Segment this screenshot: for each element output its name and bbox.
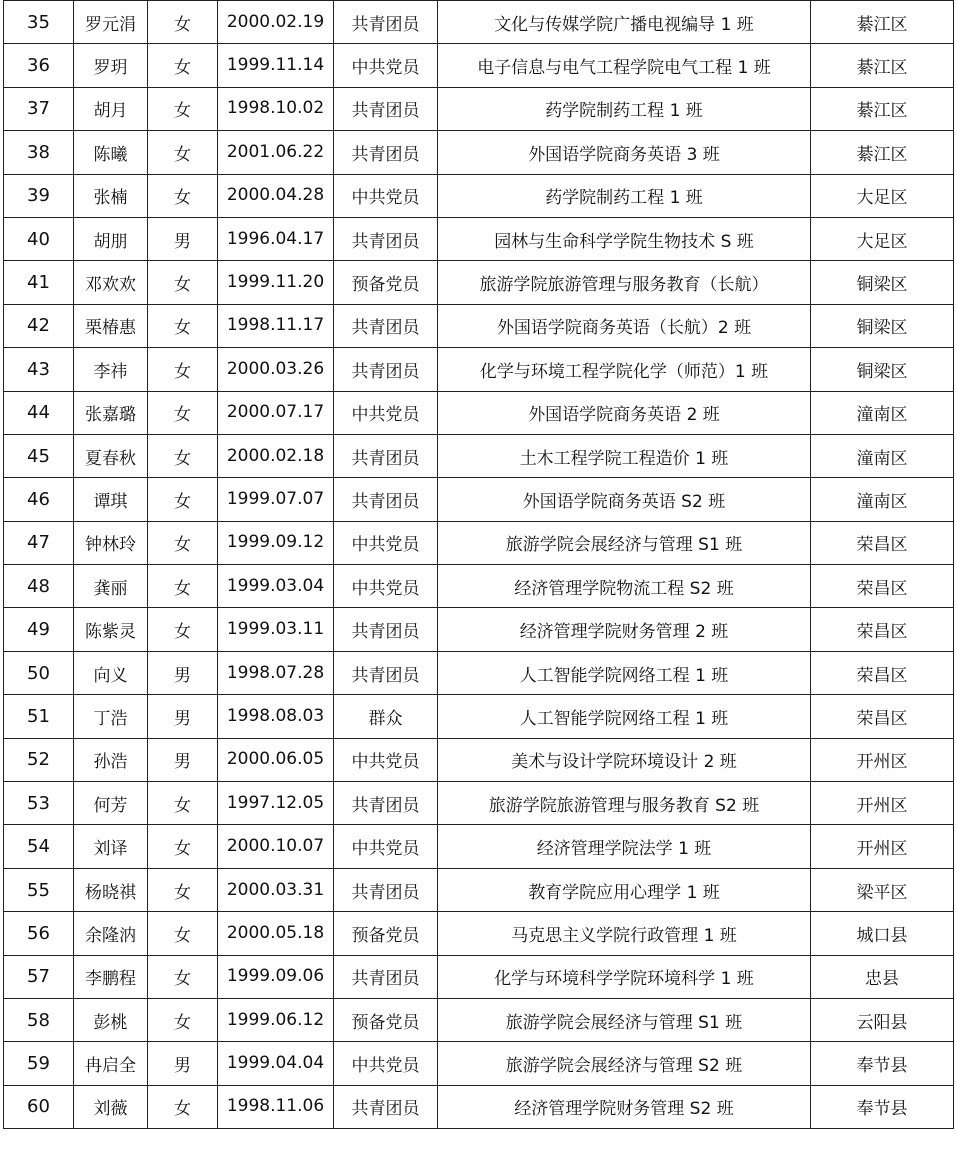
row-number-cell: 41 [4, 261, 74, 304]
college-class-cell: 经济管理学院物流工程 S2 班 [438, 565, 811, 608]
political-status-cell: 共青团员 [334, 651, 438, 694]
birth-date-cell: 1999.03.04 [218, 565, 334, 608]
row-number-cell: 47 [4, 521, 74, 564]
gender-cell: 男 [148, 695, 218, 738]
row-number-cell: 59 [4, 1042, 74, 1085]
table-row [4, 782, 954, 825]
row-number-cell: 38 [4, 131, 74, 174]
table-row [4, 955, 954, 998]
row-number-cell: 44 [4, 391, 74, 434]
name-cell: 邓欢欢 [74, 261, 148, 304]
college-class-cell: 美术与设计学院环境设计 2 班 [438, 738, 811, 781]
table-row [4, 391, 954, 434]
birth-date-cell: 2000.03.31 [218, 868, 334, 911]
table-row [4, 304, 954, 347]
name-cell: 谭琪 [74, 478, 148, 521]
name-cell: 彭桃 [74, 998, 148, 1041]
name-cell: 夏春秋 [74, 434, 148, 477]
table-row [4, 912, 954, 955]
college-class-cell: 人工智能学院网络工程 1 班 [438, 695, 811, 738]
name-cell: 杨晓祺 [74, 868, 148, 911]
birth-date-cell: 1997.12.05 [218, 782, 334, 825]
table-row [4, 868, 954, 911]
gender-cell: 女 [148, 998, 218, 1041]
birth-date-cell: 1999.04.04 [218, 1042, 334, 1085]
birth-date-cell: 1998.07.28 [218, 651, 334, 694]
table-row [4, 1042, 954, 1085]
row-number-cell: 43 [4, 348, 74, 391]
table-row [4, 738, 954, 781]
birth-date-cell: 2000.06.05 [218, 738, 334, 781]
name-cell: 陈曦 [74, 131, 148, 174]
gender-cell: 女 [148, 174, 218, 217]
row-number-cell: 51 [4, 695, 74, 738]
region-cell: 铜梁区 [811, 261, 954, 304]
gender-cell: 女 [148, 782, 218, 825]
political-status-cell: 群众 [334, 695, 438, 738]
birth-date-cell: 1996.04.17 [218, 217, 334, 260]
name-cell: 向义 [74, 651, 148, 694]
college-class-cell: 经济管理学院财务管理 2 班 [438, 608, 811, 651]
name-cell: 冉启全 [74, 1042, 148, 1085]
birth-date-cell: 2000.03.26 [218, 348, 334, 391]
table-row [4, 131, 954, 174]
region-cell: 铜梁区 [811, 304, 954, 347]
name-cell: 余隆汭 [74, 912, 148, 955]
college-class-cell: 化学与环境科学学院环境科学 1 班 [438, 955, 811, 998]
birth-date-cell: 1999.11.20 [218, 261, 334, 304]
table-row [4, 565, 954, 608]
table-row [4, 217, 954, 260]
gender-cell: 女 [148, 434, 218, 477]
college-class-cell: 化学与环境工程学院化学（师范）1 班 [438, 348, 811, 391]
college-class-cell: 药学院制药工程 1 班 [438, 87, 811, 130]
gender-cell: 男 [148, 1042, 218, 1085]
college-class-cell: 旅游学院旅游管理与服务教育 S2 班 [438, 782, 811, 825]
region-cell: 大足区 [811, 174, 954, 217]
name-cell: 栗椿惠 [74, 304, 148, 347]
gender-cell: 女 [148, 868, 218, 911]
birth-date-cell: 1998.11.06 [218, 1085, 334, 1128]
birth-date-cell: 2000.02.19 [218, 1, 334, 44]
college-class-cell: 外国语学院商务英语 S2 班 [438, 478, 811, 521]
row-number-cell: 39 [4, 174, 74, 217]
political-status-cell: 共青团员 [334, 304, 438, 347]
gender-cell: 男 [148, 651, 218, 694]
name-cell: 胡朋 [74, 217, 148, 260]
table-body [4, 1, 954, 1129]
college-class-cell: 园林与生命科学学院生物技术 S 班 [438, 217, 811, 260]
birth-date-cell: 1998.10.02 [218, 87, 334, 130]
college-class-cell: 文化与传媒学院广播电视编导 1 班 [438, 1, 811, 44]
birth-date-cell: 1999.06.12 [218, 998, 334, 1041]
region-cell: 荣昌区 [811, 608, 954, 651]
name-cell: 钟林玲 [74, 521, 148, 564]
gender-cell: 女 [148, 348, 218, 391]
gender-cell: 女 [148, 304, 218, 347]
table-row [4, 695, 954, 738]
birth-date-cell: 2000.05.18 [218, 912, 334, 955]
gender-cell: 女 [148, 478, 218, 521]
gender-cell: 女 [148, 1, 218, 44]
row-number-cell: 55 [4, 868, 74, 911]
college-class-cell: 人工智能学院网络工程 1 班 [438, 651, 811, 694]
row-number-cell: 37 [4, 87, 74, 130]
gender-cell: 女 [148, 261, 218, 304]
college-class-cell: 经济管理学院法学 1 班 [438, 825, 811, 868]
political-status-cell: 共青团员 [334, 217, 438, 260]
region-cell: 开州区 [811, 738, 954, 781]
region-cell: 綦江区 [811, 44, 954, 87]
table-row [4, 1, 954, 44]
college-class-cell: 经济管理学院财务管理 S2 班 [438, 1085, 811, 1128]
row-number-cell: 60 [4, 1085, 74, 1128]
region-cell: 綦江区 [811, 87, 954, 130]
birth-date-cell: 1998.08.03 [218, 695, 334, 738]
political-status-cell: 共青团员 [334, 955, 438, 998]
table-row [4, 608, 954, 651]
name-cell: 胡月 [74, 87, 148, 130]
political-status-cell: 中共党员 [334, 738, 438, 781]
birth-date-cell: 1999.11.14 [218, 44, 334, 87]
region-cell: 云阳县 [811, 998, 954, 1041]
row-number-cell: 35 [4, 1, 74, 44]
political-status-cell: 共青团员 [334, 1085, 438, 1128]
region-cell: 奉节县 [811, 1042, 954, 1085]
region-cell: 城口县 [811, 912, 954, 955]
gender-cell: 女 [148, 391, 218, 434]
row-number-cell: 36 [4, 44, 74, 87]
political-status-cell: 共青团员 [334, 348, 438, 391]
region-cell: 潼南区 [811, 391, 954, 434]
row-number-cell: 54 [4, 825, 74, 868]
table-row [4, 348, 954, 391]
table-row [4, 434, 954, 477]
student-table [3, 0, 954, 1129]
region-cell: 荣昌区 [811, 695, 954, 738]
row-number-cell: 53 [4, 782, 74, 825]
table-row [4, 825, 954, 868]
gender-cell: 女 [148, 912, 218, 955]
row-number-cell: 46 [4, 478, 74, 521]
region-cell: 潼南区 [811, 478, 954, 521]
table-row [4, 174, 954, 217]
gender-cell: 男 [148, 217, 218, 260]
student-table-container [3, 0, 953, 1129]
name-cell: 张嘉璐 [74, 391, 148, 434]
gender-cell: 女 [148, 131, 218, 174]
birth-date-cell: 2000.07.17 [218, 391, 334, 434]
gender-cell: 男 [148, 738, 218, 781]
region-cell: 荣昌区 [811, 651, 954, 694]
political-status-cell: 中共党员 [334, 521, 438, 564]
name-cell: 刘薇 [74, 1085, 148, 1128]
region-cell: 潼南区 [811, 434, 954, 477]
row-number-cell: 57 [4, 955, 74, 998]
political-status-cell: 预备党员 [334, 998, 438, 1041]
political-status-cell: 中共党员 [334, 565, 438, 608]
political-status-cell: 共青团员 [334, 1, 438, 44]
table-row [4, 44, 954, 87]
college-class-cell: 旅游学院会展经济与管理 S1 班 [438, 998, 811, 1041]
name-cell: 刘译 [74, 825, 148, 868]
region-cell: 忠县 [811, 955, 954, 998]
table-row [4, 998, 954, 1041]
college-class-cell: 土木工程学院工程造价 1 班 [438, 434, 811, 477]
row-number-cell: 52 [4, 738, 74, 781]
gender-cell: 女 [148, 87, 218, 130]
college-class-cell: 药学院制药工程 1 班 [438, 174, 811, 217]
region-cell: 荣昌区 [811, 565, 954, 608]
political-status-cell: 预备党员 [334, 261, 438, 304]
table-row [4, 261, 954, 304]
name-cell: 李鹏程 [74, 955, 148, 998]
birth-date-cell: 1998.11.17 [218, 304, 334, 347]
row-number-cell: 48 [4, 565, 74, 608]
birth-date-cell: 1999.03.11 [218, 608, 334, 651]
political-status-cell: 中共党员 [334, 391, 438, 434]
political-status-cell: 中共党员 [334, 44, 438, 87]
birth-date-cell: 2000.02.18 [218, 434, 334, 477]
birth-date-cell: 1999.07.07 [218, 478, 334, 521]
college-class-cell: 旅游学院会展经济与管理 S2 班 [438, 1042, 811, 1085]
name-cell: 罗元涓 [74, 1, 148, 44]
name-cell: 李祎 [74, 348, 148, 391]
political-status-cell: 共青团员 [334, 608, 438, 651]
row-number-cell: 49 [4, 608, 74, 651]
political-status-cell: 共青团员 [334, 868, 438, 911]
region-cell: 荣昌区 [811, 521, 954, 564]
name-cell: 张楠 [74, 174, 148, 217]
gender-cell: 女 [148, 955, 218, 998]
gender-cell: 女 [148, 521, 218, 564]
political-status-cell: 中共党员 [334, 1042, 438, 1085]
political-status-cell: 共青团员 [334, 434, 438, 477]
political-status-cell: 共青团员 [334, 478, 438, 521]
political-status-cell: 预备党员 [334, 912, 438, 955]
college-class-cell: 外国语学院商务英语（长航）2 班 [438, 304, 811, 347]
college-class-cell: 外国语学院商务英语 3 班 [438, 131, 811, 174]
row-number-cell: 40 [4, 217, 74, 260]
region-cell: 开州区 [811, 782, 954, 825]
gender-cell: 女 [148, 825, 218, 868]
name-cell: 何芳 [74, 782, 148, 825]
row-number-cell: 50 [4, 651, 74, 694]
birth-date-cell: 2000.04.28 [218, 174, 334, 217]
college-class-cell: 旅游学院旅游管理与服务教育（长航） [438, 261, 811, 304]
name-cell: 陈紫灵 [74, 608, 148, 651]
birth-date-cell: 2001.06.22 [218, 131, 334, 174]
gender-cell: 女 [148, 565, 218, 608]
birth-date-cell: 1999.09.12 [218, 521, 334, 564]
table-row [4, 1085, 954, 1128]
region-cell: 铜梁区 [811, 348, 954, 391]
region-cell: 綦江区 [811, 131, 954, 174]
political-status-cell: 共青团员 [334, 782, 438, 825]
region-cell: 梁平区 [811, 868, 954, 911]
name-cell: 罗玥 [74, 44, 148, 87]
political-status-cell: 中共党员 [334, 174, 438, 217]
table-row [4, 651, 954, 694]
college-class-cell: 电子信息与电气工程学院电气工程 1 班 [438, 44, 811, 87]
row-number-cell: 58 [4, 998, 74, 1041]
political-status-cell: 共青团员 [334, 131, 438, 174]
region-cell: 奉节县 [811, 1085, 954, 1128]
college-class-cell: 外国语学院商务英语 2 班 [438, 391, 811, 434]
gender-cell: 女 [148, 1085, 218, 1128]
region-cell: 开州区 [811, 825, 954, 868]
row-number-cell: 45 [4, 434, 74, 477]
name-cell: 龚丽 [74, 565, 148, 608]
birth-date-cell: 2000.10.07 [218, 825, 334, 868]
name-cell: 丁浩 [74, 695, 148, 738]
gender-cell: 女 [148, 44, 218, 87]
table-row [4, 87, 954, 130]
college-class-cell: 马克思主义学院行政管理 1 班 [438, 912, 811, 955]
college-class-cell: 旅游学院会展经济与管理 S1 班 [438, 521, 811, 564]
name-cell: 孙浩 [74, 738, 148, 781]
gender-cell: 女 [148, 608, 218, 651]
table-row [4, 478, 954, 521]
political-status-cell: 共青团员 [334, 87, 438, 130]
college-class-cell: 教育学院应用心理学 1 班 [438, 868, 811, 911]
region-cell: 綦江区 [811, 1, 954, 44]
birth-date-cell: 1999.09.06 [218, 955, 334, 998]
row-number-cell: 42 [4, 304, 74, 347]
political-status-cell: 中共党员 [334, 825, 438, 868]
row-number-cell: 56 [4, 912, 74, 955]
table-row [4, 521, 954, 564]
region-cell: 大足区 [811, 217, 954, 260]
